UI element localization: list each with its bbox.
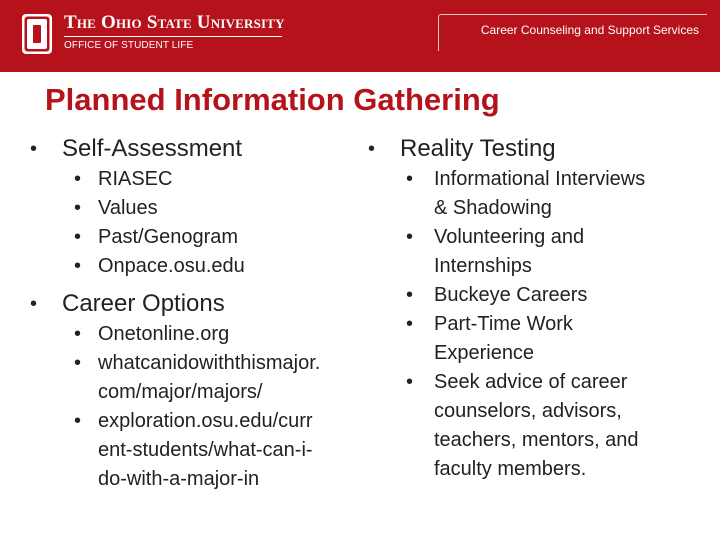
bullet-dot: • bbox=[74, 197, 82, 219]
bullet-dot: • bbox=[368, 138, 376, 160]
department-tagline: Career Counseling and Support Services bbox=[480, 23, 699, 37]
bullet-dot: • bbox=[406, 284, 414, 306]
list-item bbox=[28, 223, 368, 252]
list-item bbox=[366, 368, 706, 484]
list-item bbox=[28, 407, 368, 494]
list-item-text: Onetonline.org bbox=[98, 323, 230, 345]
block-o-icon bbox=[22, 14, 52, 54]
list-item bbox=[366, 223, 706, 281]
bullet-dot: • bbox=[30, 138, 38, 160]
list-item-text: ent-students/what-can-i- bbox=[98, 439, 313, 461]
bullet-reality-testing bbox=[366, 134, 706, 164]
list-item bbox=[366, 281, 706, 310]
bullet-dot: • bbox=[30, 293, 38, 315]
list-item-text: Values bbox=[98, 197, 158, 219]
list-item bbox=[28, 252, 368, 281]
list-item bbox=[28, 165, 368, 194]
list-item bbox=[366, 310, 706, 368]
list-item-text: & Shadowing bbox=[434, 197, 552, 219]
list-item bbox=[28, 320, 368, 349]
list-item-text: com/major/majors/ bbox=[98, 381, 263, 403]
bullet-self-assessment bbox=[28, 134, 368, 164]
bullet-dot: • bbox=[74, 352, 82, 374]
list-item-text: exploration.osu.edu/curr bbox=[98, 410, 313, 432]
tagline-frame bbox=[438, 14, 707, 51]
list-item-text: do-with-a-major-in bbox=[98, 468, 260, 490]
bullet-dot: • bbox=[74, 255, 82, 277]
list-item-text: Onpace.osu.edu bbox=[98, 255, 245, 277]
list-item bbox=[366, 165, 706, 223]
header-banner bbox=[0, 0, 720, 72]
left-column bbox=[28, 134, 368, 494]
list-item-text: Buckeye Careers bbox=[434, 284, 588, 306]
heading-reality-testing: Reality Testing bbox=[400, 135, 556, 162]
list-item-text: Informational Interviews bbox=[434, 168, 646, 190]
bullet-dot: • bbox=[406, 226, 414, 248]
bullet-dot: • bbox=[406, 313, 414, 335]
list-item bbox=[28, 194, 368, 223]
slide-title: Planned Information Gathering bbox=[45, 82, 500, 117]
list-item-text: faculty members. bbox=[434, 458, 587, 480]
bullet-dot: • bbox=[74, 410, 82, 432]
list-item-text: whatcanidowiththismajor. bbox=[98, 352, 321, 374]
heading-career-options: Career Options bbox=[62, 290, 225, 317]
list-item-text: Volunteering and bbox=[434, 226, 585, 248]
wordmark-divider bbox=[64, 36, 282, 37]
right-column bbox=[366, 134, 706, 484]
bullet-dot: • bbox=[74, 226, 82, 248]
bullet-career-options bbox=[28, 289, 368, 319]
list-item-text: counselors, advisors, bbox=[434, 400, 622, 422]
bullet-dot: • bbox=[74, 323, 82, 345]
bullet-dot: • bbox=[74, 168, 82, 190]
list-item-text: Part-Time Work bbox=[434, 313, 573, 335]
office-name: OFFICE OF STUDENT LIFE bbox=[64, 40, 194, 51]
heading-self-assessment: Self-Assessment bbox=[62, 135, 243, 162]
bullet-dot: • bbox=[406, 371, 414, 393]
list-item bbox=[28, 349, 368, 407]
list-item-text: Experience bbox=[434, 342, 535, 364]
list-item-text: Seek advice of career bbox=[434, 371, 628, 393]
list-item-text: RIASEC bbox=[98, 168, 173, 190]
list-item-text: teachers, mentors, and bbox=[434, 429, 639, 451]
list-item-text: Past/Genogram bbox=[98, 226, 239, 248]
list-item-text: Internships bbox=[434, 255, 532, 277]
university-wordmark: The Ohio State University bbox=[64, 12, 285, 33]
bullet-dot: • bbox=[406, 168, 414, 190]
